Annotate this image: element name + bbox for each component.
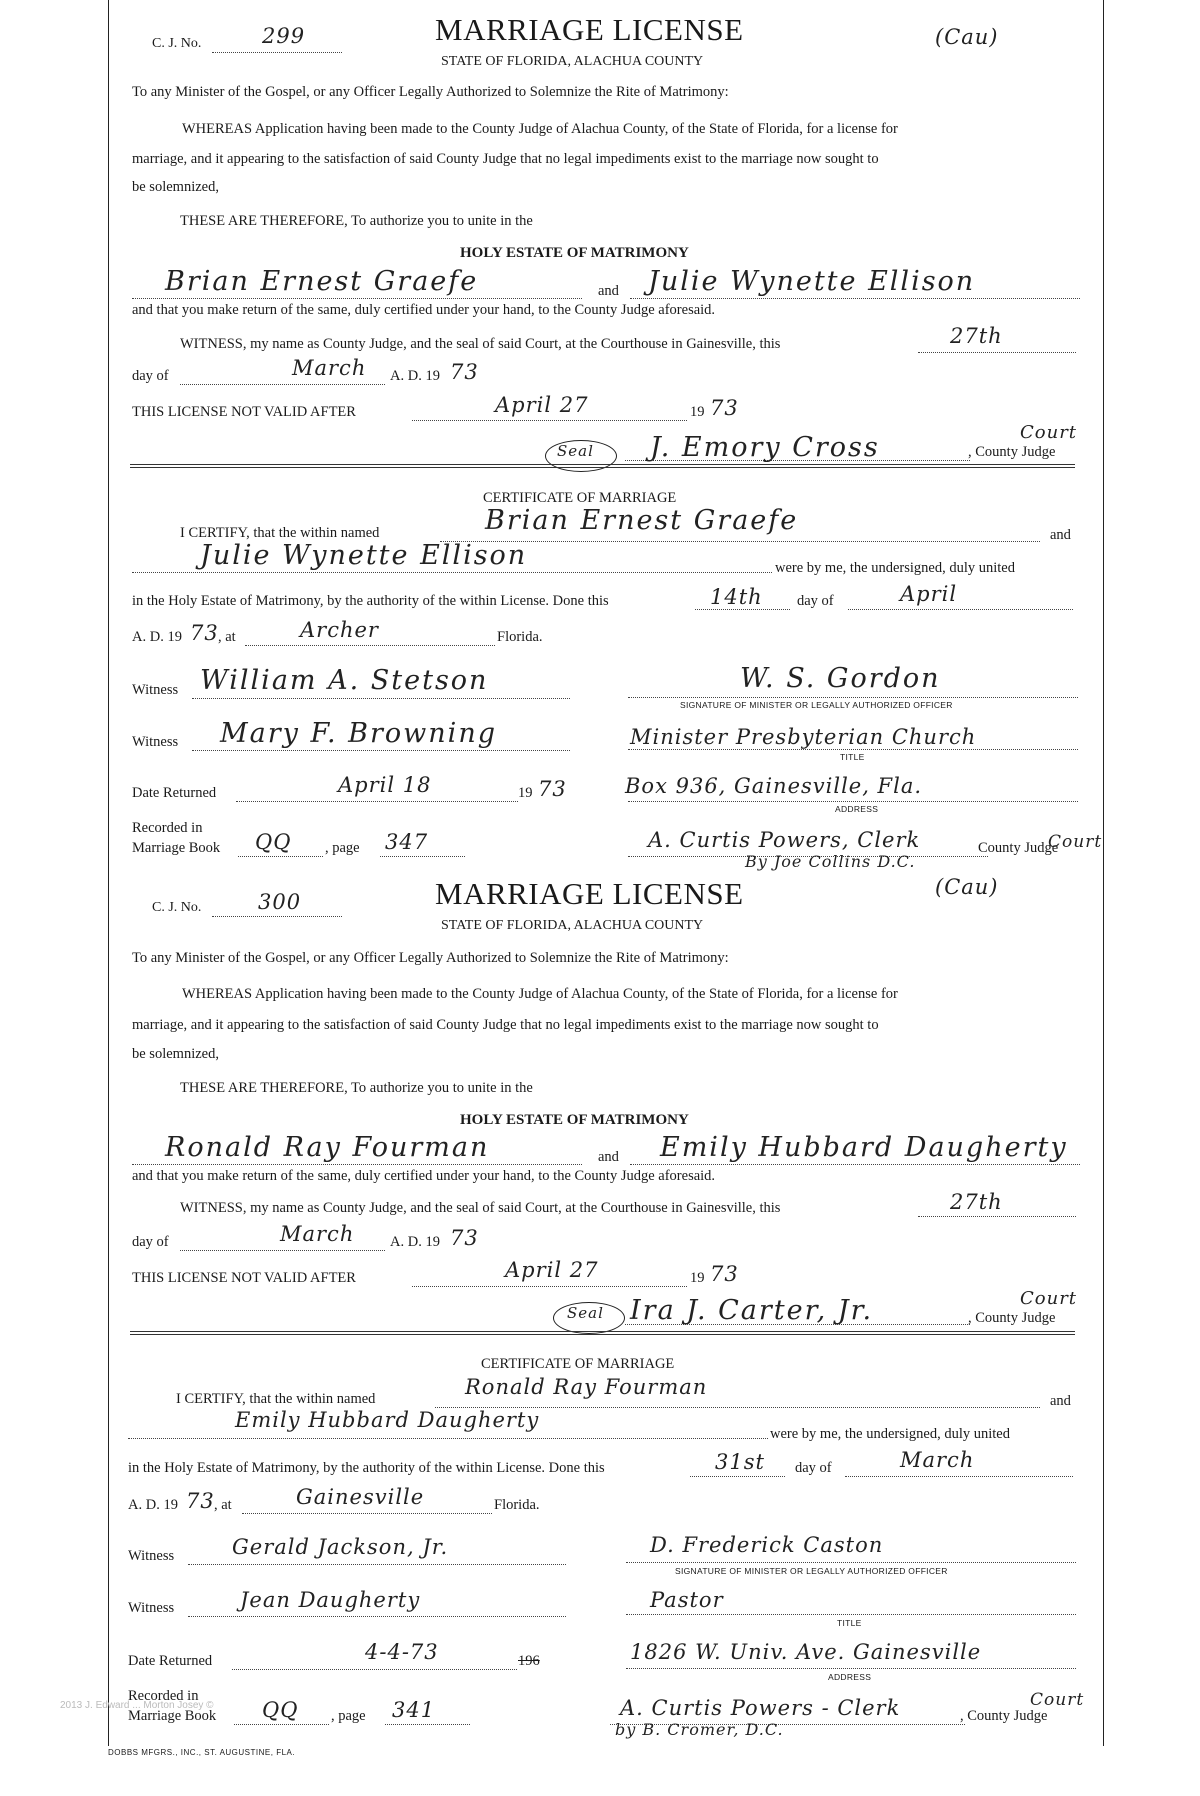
therefore-line: THESE ARE THEREFORE, To authorize you to unite in the (180, 1080, 533, 1096)
date-returned-value: April 18 (338, 773, 432, 797)
witness-label-1: Witness (128, 1548, 175, 1564)
done-month: March (900, 1448, 975, 1472)
whereas-line-2: marriage, and it appearing to the satisfaction of said County Judge that no legal impediments exist to the marriage now sought to (132, 151, 879, 167)
witness-2-signature: Mary F. Browning (220, 718, 497, 749)
date-returned-value: 4-4-73 (365, 1640, 439, 1664)
witness-label-1: Witness (132, 682, 179, 698)
day-of-label: day of (797, 593, 834, 609)
place: Gainesville (296, 1485, 425, 1509)
florida-label: Florida. (494, 1497, 540, 1513)
recorded-in-label: Recorded in (132, 820, 203, 836)
page-value: 341 (392, 1698, 436, 1722)
officer-title-value: Minister Presbyterian Church (630, 725, 977, 749)
whereas-line-3: be solemnized, (132, 1046, 219, 1062)
court-note: Court (1020, 422, 1078, 443)
whereas-line-3: be solemnized, (132, 179, 219, 195)
title-label: TITLE (837, 1618, 862, 1628)
witness-1-signature: William A. Stetson (200, 665, 489, 696)
cert-and: and (1050, 1393, 1071, 1409)
cert-name-1: Brian Ernest Graefe (485, 505, 799, 536)
done-month: April (900, 582, 958, 606)
issue-month: March (280, 1222, 355, 1246)
witness-day: 27th (950, 324, 1003, 348)
groom-name: Ronald Ray Fourman (165, 1132, 490, 1163)
officer-signature-label: SIGNATURE OF MINISTER OR LEGALLY AUTHORIZED OFFICER (680, 700, 953, 710)
at-label: , at (218, 629, 236, 645)
holy-line: in the Holy Estate of Matrimony, by the authority of the within License. Done this (128, 1460, 605, 1476)
ad-label: A. D. 19 (132, 629, 182, 645)
marriage-book-label: Marriage Book (132, 840, 221, 856)
returned-196: 196 (518, 1653, 540, 1669)
license-title: MARRIAGE LICENSE (435, 876, 744, 911)
witness-1-signature: Gerald Jackson, Jr. (232, 1535, 449, 1559)
court-note: Court (1020, 1288, 1078, 1309)
not-valid-year: 73 (710, 1262, 739, 1286)
license-subtitle: STATE OF FLORIDA, ALACHUA COUNTY (441, 918, 704, 933)
united-label: were by me, the undersigned, duly united (770, 1426, 1010, 1442)
cert-year: 73 (190, 621, 219, 645)
cj-number: 300 (258, 890, 302, 914)
cert-year: 73 (186, 1489, 215, 1513)
deputy-clerk: By Joe Collins D.C. (745, 852, 916, 871)
witness-label-2: Witness (128, 1600, 175, 1616)
witness-label-2: Witness (132, 734, 179, 750)
not-valid-date: April 27 (495, 393, 589, 417)
holy-line: in the Holy Estate of Matrimony, by the authority of the within License. Done this (132, 593, 609, 609)
and-label: and (598, 1149, 619, 1165)
cj-label: C. J. No. (152, 36, 202, 51)
date-returned-label: Date Returned (132, 785, 217, 801)
left-margin-line (108, 0, 109, 1746)
printer-footer: DOBBS MFGRS., INC., ST. AUGUSTINE, FLA. (108, 1748, 296, 1757)
clerk-signature: A. Curtis Powers - Clerk (620, 1696, 901, 1720)
not-valid-19: 19 (690, 404, 705, 420)
issue-month: March (292, 356, 367, 380)
done-day: 31st (715, 1450, 765, 1474)
address-label: ADDRESS (828, 1672, 872, 1682)
cj-number: 299 (262, 24, 306, 48)
officer-signature: W. S. Gordon (740, 663, 941, 694)
return-line: and that you make return of the same, duly certified under your hand, to the County Judge aforesaid. (132, 302, 716, 318)
witness-2-signature: Jean Daugherty (240, 1588, 421, 1612)
cert-name-2: Emily Hubbard Daugherty (235, 1408, 540, 1432)
marriage-book-label: Marriage Book (128, 1708, 217, 1724)
not-valid-label: THIS LICENSE NOT VALID AFTER (132, 1270, 356, 1286)
at-label: , at (214, 1497, 232, 1513)
issue-year: 73 (450, 1226, 479, 1250)
not-valid-19: 19 (690, 1270, 705, 1286)
cert-name-1: Ronald Ray Fourman (465, 1375, 708, 1399)
done-day: 14th (710, 585, 763, 609)
page-value: 347 (385, 830, 429, 854)
holy-estate-heading: HOLY ESTATE OF MATRIMONY (460, 245, 689, 261)
right-margin-line (1103, 0, 1104, 1746)
officer-signature: D. Frederick Caston (650, 1533, 884, 1557)
watermark: 2013 J. Edward ... Morton Josey © (60, 1700, 214, 1711)
address-value: 1826 W. Univ. Ave. Gainesville (630, 1640, 982, 1664)
judge-signature: J. Emory Cross (650, 432, 880, 463)
book-value: QQ (262, 1698, 299, 1722)
page-label: , page (331, 1708, 366, 1724)
witness-line: WITNESS, my name as County Judge, and the seal of said Court, at the Courthouse in Gainesville, this (180, 336, 781, 352)
bride-name: Julie Wynette Ellison (648, 266, 976, 297)
whereas-line-1: WHEREAS Application having been made to the County Judge of Alachua County, of the State of Florida, for a license for (182, 121, 898, 137)
therefore-line: THESE ARE THEREFORE, To authorize you to unite in the (180, 213, 533, 229)
united-label: were by me, the undersigned, duly united (775, 560, 1015, 576)
returned-19: 19 (518, 785, 533, 801)
judge-signature: Ira J. Carter, Jr. (630, 1295, 874, 1326)
day-of-label: day of (795, 1460, 832, 1476)
return-line: and that you make return of the same, duly certified under your hand, to the County Judge aforesaid. (132, 1168, 716, 1184)
license-subtitle: STATE OF FLORIDA, ALACHUA COUNTY (441, 54, 704, 69)
bride-name: Emily Hubbard Daugherty (660, 1132, 1068, 1163)
recorded-in-label: Recorded in (128, 1688, 199, 1704)
certify-label: I CERTIFY, that the within named (180, 525, 380, 541)
court-note: Court (1048, 832, 1103, 852)
officer-signature-label: SIGNATURE OF MINISTER OR LEGALLY AUTHORIZED OFFICER (675, 1566, 948, 1576)
deputy-clerk: by B. Cromer, D.C. (615, 1720, 784, 1739)
divider (130, 464, 1075, 468)
florida-label: Florida. (497, 629, 543, 645)
address-label: ADDRESS (835, 804, 879, 814)
certificate-title: CERTIFICATE OF MARRIAGE (481, 1356, 675, 1372)
groom-name: Brian Ernest Graefe (165, 266, 479, 297)
corner-mark: (Cau) (935, 875, 999, 899)
court-note: Court (1030, 1690, 1085, 1710)
page-label: , page (325, 840, 360, 856)
day-of-label: day of (132, 1234, 169, 1250)
returned-year: 73 (538, 777, 567, 801)
book-value: QQ (255, 830, 292, 854)
license-title: MARRIAGE LICENSE (435, 12, 744, 47)
seal-label: Seal (557, 442, 594, 460)
cert-and: and (1050, 527, 1071, 543)
cert-name-2: Julie Wynette Ellison (200, 540, 528, 571)
to-any-line: To any Minister of the Gospel, or any Officer Legally Authorized to Solemnize the Rite of Matrimony: (132, 84, 729, 100)
not-valid-label: THIS LICENSE NOT VALID AFTER (132, 404, 356, 420)
cj-label: C. J. No. (152, 900, 202, 915)
whereas-line-2: marriage, and it appearing to the satisfaction of said County Judge that no legal impediments exist to the marriage now sought to (132, 1017, 879, 1033)
witness-line: WITNESS, my name as County Judge, and the seal of said Court, at the Courthouse in Gainesville, this (180, 1200, 781, 1216)
certify-label: I CERTIFY, that the within named (176, 1391, 376, 1407)
divider (130, 1331, 1075, 1335)
county-judge-label: , County Judge (968, 1310, 1056, 1326)
whereas-line-1: WHEREAS Application having been made to the County Judge of Alachua County, of the State of Florida, for a license for (182, 986, 898, 1002)
certificate-title: CERTIFICATE OF MARRIAGE (483, 490, 677, 506)
county-judge-label: County Judge (978, 840, 1059, 856)
witness-day: 27th (950, 1190, 1003, 1214)
not-valid-year: 73 (710, 396, 739, 420)
issue-year: 73 (450, 360, 479, 384)
seal-label: Seal (567, 1304, 604, 1322)
holy-estate-heading: HOLY ESTATE OF MATRIMONY (460, 1112, 689, 1128)
to-any-line: To any Minister of the Gospel, or any Officer Legally Authorized to Solemnize the Rite of Matrimony: (132, 950, 729, 966)
ad-label: A. D. 19 (128, 1497, 178, 1513)
day-of-label: day of (132, 368, 169, 384)
title-label: TITLE (840, 752, 865, 762)
ad-label: A. D. 19 (390, 368, 440, 384)
county-judge-label: , County Judge (968, 444, 1056, 460)
place: Archer (300, 618, 379, 642)
not-valid-date: April 27 (505, 1258, 599, 1282)
ad-label: A. D. 19 (390, 1234, 440, 1250)
clerk-signature: A. Curtis Powers, Clerk (648, 828, 921, 852)
corner-mark: (Cau) (935, 25, 999, 49)
date-returned-label: Date Returned (128, 1653, 213, 1669)
officer-title-value: Pastor (650, 1588, 724, 1612)
address-value: Box 936, Gainesville, Fla. (625, 774, 923, 798)
county-judge-label: , County Judge (960, 1708, 1048, 1724)
and-label: and (598, 283, 619, 299)
